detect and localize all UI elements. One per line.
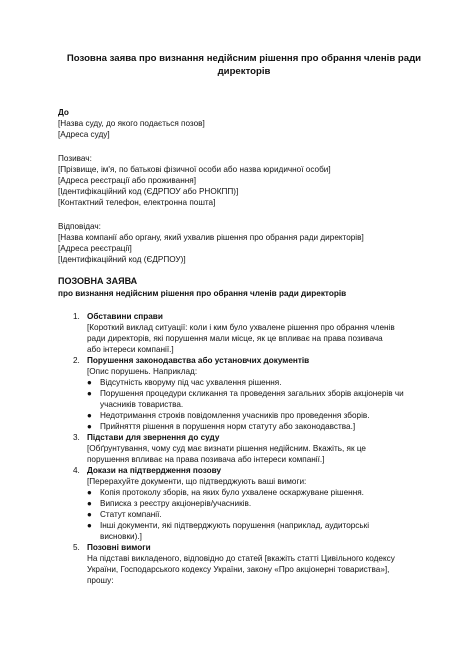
bullet-item <box>87 509 430 520</box>
bullet-text: Порушення процедури скликання та проведення загальних зборів акціонерів чи <box>100 389 404 398</box>
defendant-line: [Ідентифікаційний код (ЄДРПОУ)] <box>58 255 186 264</box>
bullet-item <box>87 410 430 421</box>
bullet-list <box>87 377 430 432</box>
item-text: На підставі викладеного, відповідно до статей [вкажіть статті Цивільного кодексу <box>87 554 395 563</box>
bullet-item <box>87 377 430 388</box>
item-title: Обставини справи <box>87 312 163 321</box>
defendant-line: [Назва компанії або органу, який ухвалив рішення про обрання ради директорів] <box>58 233 364 242</box>
bullet-text: Прийняття рішення в порушення норм статуту або законодавства.] <box>100 422 356 431</box>
bullet-text: висновки).] <box>100 532 142 541</box>
bullet-text: Недотримання строків повідомлення учасників про проведення зборів. <box>100 411 370 420</box>
defendant-block <box>58 221 430 265</box>
item-text: [Перерахуйте документи, що підтверджують ваші вимоги: <box>87 477 307 486</box>
claim-heading: ПОЗОВНА ЗАЯВА <box>58 276 138 286</box>
list-item <box>58 432 430 465</box>
plaintiff-line: [Прізвище, ім'я, по батькові фізичної особи або назва юридичної особи] <box>58 165 331 174</box>
bullet-text: Відсутність кворуму під час ухвалення рішення. <box>100 378 282 387</box>
claim-heading-block <box>58 275 430 299</box>
bullet-item <box>87 498 430 509</box>
list-item <box>58 311 430 355</box>
claim-subheading: про визнання недійсним рішення про обрання членів ради директорів <box>58 289 347 298</box>
bullet-text: Інші документи, які підтверджують порушення (наприклад, аудиторські <box>100 521 370 530</box>
addressee-line: [Адреса суду] <box>58 130 110 139</box>
item-text: [Обґрунтування, чому суд має визнати рішення недійсним. Вкажіть, як це <box>87 444 366 453</box>
bullet-item <box>87 520 430 542</box>
bullet-icon: ● <box>87 510 92 519</box>
bullet-list <box>87 487 430 542</box>
defendant-line: [Адреса реєстрації] <box>58 244 132 253</box>
plaintiff-line: [Ідентифікаційний код (ЄДРПОУ або РНОКПП)] <box>58 187 239 196</box>
bullet-item <box>87 487 430 498</box>
item-title: Позовні вимоги <box>87 543 151 552</box>
item-number: 1. <box>73 312 80 321</box>
bullet-icon: ● <box>87 488 92 497</box>
item-text: порушення впливає на права позивача або інтереси компанії.] <box>87 455 325 464</box>
document-title: Позовна заява про визнання недійсним рішення про обрання членів ради директорів <box>66 53 422 77</box>
bullet-text: учасників товариства. <box>100 400 184 409</box>
bullet-icon: ● <box>87 411 92 420</box>
item-text: [Короткий виклад ситуації: коли і ким було ухвалене рішення про обрання членів <box>87 323 395 332</box>
bullet-icon: ● <box>87 499 92 508</box>
plaintiff-line: [Контактний телефон, електронна пошта] <box>58 198 216 207</box>
item-number: 4. <box>73 466 80 475</box>
bullet-item <box>87 388 430 410</box>
item-title: Порушення законодавства або установчих документів <box>87 356 310 365</box>
list-item <box>58 465 430 542</box>
item-title: Докази на підтвердження позову <box>87 466 222 475</box>
plaintiff-block <box>58 153 430 208</box>
bullet-item <box>87 421 430 432</box>
bullet-text: Копія протоколу зборів, на яких було ухвалене оскаржуване рішення. <box>100 488 364 497</box>
bullet-text: Виписка з реєстру акціонерів/учасників. <box>100 499 252 508</box>
item-text: України, Господарського кодексу України, закону «Про акціонерні товариства»], <box>87 565 390 574</box>
bullet-icon: ● <box>87 422 92 431</box>
plaintiff-label: Позивач: <box>58 154 92 163</box>
item-text: [Опис порушень. Наприклад: <box>87 367 198 376</box>
item-number: 2. <box>73 356 80 365</box>
item-number: 5. <box>73 543 80 552</box>
addressee-label: До <box>58 108 69 117</box>
list-item <box>58 542 430 586</box>
item-text: ради директорів, які порушення мали місце, як це впливає на права позивача <box>87 334 383 343</box>
claim-items-list <box>58 311 430 586</box>
bullet-icon: ● <box>87 521 92 530</box>
list-item <box>58 355 430 432</box>
defendant-label: Відповідач: <box>58 222 101 231</box>
item-text: або інтереси компанії.] <box>87 345 174 354</box>
item-title: Підстави для звернення до суду <box>87 433 220 442</box>
bullet-text: Статут компанії. <box>100 510 162 519</box>
item-number: 3. <box>73 433 80 442</box>
item-text: прошу: <box>87 576 114 585</box>
addressee-line: [Назва суду, до якого подається позов] <box>58 119 205 128</box>
plaintiff-line: [Адреса реєстрації або проживання] <box>58 176 196 185</box>
bullet-icon: ● <box>87 378 92 387</box>
addressee-block <box>58 107 430 140</box>
bullet-icon: ● <box>87 389 92 398</box>
